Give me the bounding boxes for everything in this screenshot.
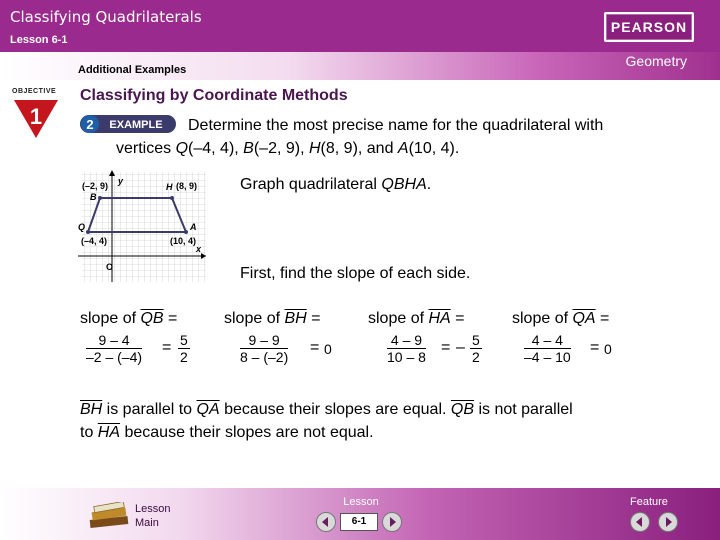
pearson-logo-text: PEARSON — [606, 14, 692, 40]
example-badge — [80, 114, 176, 134]
label-y: y — [118, 176, 124, 186]
point-q — [86, 230, 90, 234]
objective-number: 1 — [29, 104, 43, 129]
segment-bh: $\overline{BH}$ — [284, 310, 307, 327]
conclusion-text-5: because their slopes are not equal. — [120, 424, 374, 441]
slope-qa-equals-2: = — [590, 339, 600, 356]
slope-qb-result-den: 2 — [180, 349, 188, 365]
example-label: EXAMPLE — [109, 119, 163, 131]
example-number: 2 — [86, 117, 94, 132]
header-bar — [0, 0, 720, 80]
conclusion-line2 — [80, 424, 374, 442]
label-q: Q — [78, 222, 86, 232]
conclusion-segment-qb: $\overline{QB}$ — [450, 401, 475, 418]
slope-qa-denominator: –4 – 10 — [524, 349, 571, 365]
conclusion-segment-ha: $\overline{HA}$ — [97, 424, 121, 441]
quadrilateral-graph — [78, 168, 210, 286]
slope-bh-equals: = — [306, 310, 321, 327]
label-x: x — [196, 244, 202, 254]
slope-qb-equals: = — [163, 310, 178, 327]
feature-prev-arrow-icon — [631, 513, 649, 531]
slope-qb-numerator: 9 – 4 — [86, 332, 142, 349]
vertex-h-coords: (8, 9), and — [320, 140, 398, 157]
objective-label: OBJECTIVE — [12, 88, 57, 95]
point-a — [184, 230, 188, 234]
slope-ha-result-den: 2 — [472, 349, 480, 365]
slope-qa-label — [512, 310, 609, 328]
slope-ha-sign: – — [456, 339, 465, 356]
conclusion-segment-qa: $\overline{QA}$ — [196, 401, 220, 418]
conclusion-text-4: to — [80, 424, 98, 441]
slope-ha-prefix: slope of — [368, 310, 429, 327]
slope-ha-result-num: 5 — [472, 332, 480, 348]
lesson-main-link[interactable] — [135, 502, 195, 530]
segment-qb: $\overline{QB}$ — [140, 310, 164, 327]
slope-ha-equals-2: = — [441, 339, 451, 356]
graph-instruction-prefix: Graph quadrilateral — [240, 176, 382, 193]
vertex-b: B — [243, 140, 254, 157]
slope-qb-prefix: slope of — [80, 310, 141, 327]
slope-qa-result: 0 — [604, 341, 612, 357]
additional-examples-label: Additional Examples — [78, 64, 187, 76]
slope-qb-result — [178, 332, 190, 365]
slope-qa-numerator: 4 – 4 — [524, 332, 571, 349]
slope-bh-fraction — [240, 332, 288, 365]
slope-bh-equals-2: = — [310, 339, 320, 356]
vertex-q: Q — [175, 140, 189, 157]
vertex-a-coords: (10, 4). — [408, 140, 460, 157]
lesson-main-label-line1: Lesson — [135, 503, 171, 515]
slope-qb-label — [80, 310, 177, 328]
point-h — [170, 196, 174, 200]
slope-qa-equals: = — [595, 310, 610, 327]
slope-bh-result: 0 — [324, 341, 332, 357]
problem-prefix: vertices — [116, 140, 176, 157]
label-b-coords: (–2, 9) — [82, 181, 109, 191]
slope-bh-prefix: slope of — [224, 310, 285, 327]
conclusion-text-2: because their slopes are equal. — [219, 401, 451, 418]
problem-text-line1: Determine the most precise name for the quadrilateral with — [188, 117, 604, 134]
problem-text-line2 — [116, 140, 459, 158]
slope-qb-result-num: 5 — [180, 332, 188, 348]
feature-prev-button[interactable] — [630, 512, 650, 532]
slope-ha-fraction — [387, 332, 426, 365]
slope-bh-numerator: 9 – 9 — [240, 332, 288, 349]
segment-ha: $\overline{HA}$ — [428, 310, 451, 327]
footer-bar — [0, 488, 720, 540]
vertex-q-coords: (–4, 4), — [188, 140, 244, 157]
objective-triangle-icon — [8, 88, 64, 140]
lesson-nav-label: Lesson — [343, 496, 379, 508]
slope-ha-numerator: 4 – 9 — [387, 332, 426, 349]
graph-instruction-name: QBHA — [381, 176, 427, 193]
feature-nav-label: Feature — [630, 496, 668, 508]
feature-next-button[interactable] — [658, 512, 678, 532]
next-arrow-icon — [383, 513, 401, 531]
slope-ha-equals: = — [450, 310, 465, 327]
graph-instruction-suffix: . — [426, 176, 432, 193]
lesson-next-button[interactable] — [382, 512, 402, 532]
slope-qa-prefix: slope of — [512, 310, 573, 327]
point-b — [98, 196, 102, 200]
slope-ha-label — [368, 310, 465, 328]
lesson-prev-button[interactable] — [316, 512, 336, 532]
chapter-title: Classifying Quadrilaterals — [10, 8, 202, 26]
objective-marker — [8, 88, 64, 140]
conclusion-text-3: is not parallel — [474, 401, 573, 418]
pearson-logo — [604, 12, 694, 42]
slope-bh-denominator: 8 – (–2) — [240, 349, 289, 365]
course-name: Geometry — [625, 53, 687, 69]
graph-instruction — [240, 176, 431, 194]
slope-qb-denominator: –2 – (–4) — [86, 349, 143, 365]
vertex-h: H — [308, 140, 321, 157]
slope-qa-fraction — [524, 332, 571, 365]
slope-intro-text: First, find the slope of each side. — [240, 265, 471, 282]
label-a-coords: (10, 4) — [170, 236, 197, 246]
slope-qb-equals-2: = — [162, 339, 172, 356]
label-h: H — [166, 182, 173, 192]
vertex-b-coords: (–2, 9), — [253, 140, 309, 157]
conclusion-text-1: is parallel to — [102, 401, 197, 418]
segment-qa: $\overline{QA}$ — [572, 310, 596, 327]
slope-bh-label — [224, 310, 321, 328]
label-b: B — [90, 192, 97, 202]
slope-ha-denominator: 10 – 8 — [387, 349, 426, 365]
lesson-number: Lesson 6-1 — [10, 34, 68, 46]
slope-qb-fraction — [86, 332, 142, 365]
conclusion-line1 — [80, 401, 573, 419]
feature-next-arrow-icon — [659, 513, 677, 531]
label-h-coords: (8, 9) — [176, 181, 198, 191]
lesson-main-label-line2: Main — [135, 517, 159, 529]
section-subtitle: Classifying by Coordinate Methods — [80, 87, 348, 104]
label-q-coords: (–4, 4) — [81, 236, 108, 246]
lesson-number-box: 6-1 — [340, 513, 378, 531]
label-origin: O — [106, 262, 114, 272]
prev-arrow-icon — [317, 513, 335, 531]
label-a: A — [190, 222, 197, 232]
conclusion-segment-bh: $\overline{BH}$ — [80, 401, 103, 418]
vertex-a: A — [397, 140, 409, 157]
lesson-main-book-icon[interactable] — [88, 502, 130, 530]
slope-ha-result — [470, 332, 482, 365]
